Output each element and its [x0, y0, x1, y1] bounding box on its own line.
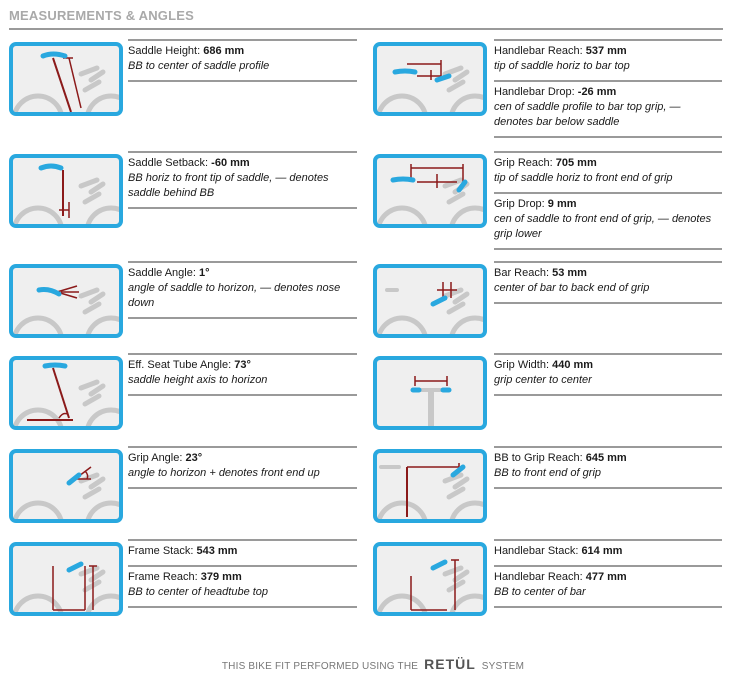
measurement-description: BB horiz to front tip of saddle, — denotes saddle behind BB — [128, 172, 329, 199]
measurement-label: BB to Grip Reach: — [494, 452, 586, 464]
measurement-label: Grip Drop: — [494, 198, 548, 210]
footer-text-after: SYSTEM — [481, 661, 525, 672]
measurement-entry — [494, 539, 722, 565]
measurement-description: cen of saddle to front end of grip, — denotes grip lower — [494, 213, 712, 240]
measurement-description: BB to center of headtube top — [128, 586, 269, 598]
measurement-entry — [494, 192, 722, 250]
measurement-entry — [128, 353, 357, 396]
retul-logo: RETÜL — [424, 656, 476, 672]
grip-width-diagram — [373, 356, 487, 430]
measurement-entry — [128, 446, 357, 489]
measurement-label: Saddle Height: — [128, 45, 204, 57]
seat-tube-angle-diagram — [9, 356, 123, 430]
handlebar-reach-drop-diagram — [373, 42, 487, 116]
measurement-value: 537 mm — [585, 45, 627, 57]
grip-reach-drop-diagram — [373, 154, 487, 228]
measurement-label: Handlebar Drop: — [494, 86, 578, 98]
measurement-label: Grip Angle: — [128, 452, 186, 464]
measurement-value: 645 mm — [585, 452, 627, 464]
measurement-text — [494, 151, 722, 250]
section-title: MEASUREMENTS & ANGLES — [9, 8, 195, 23]
measurement-description: tip of saddle horiz to front end of grip — [494, 172, 673, 184]
measurement-description: BB to center of bar — [494, 586, 586, 598]
measurement-text — [128, 261, 357, 319]
measurement-value: 543 mm — [196, 545, 238, 557]
measurement-entry — [494, 446, 722, 489]
measurement-entry — [494, 80, 722, 138]
footer-text-before: THIS BIKE FIT PERFORMED USING THE — [221, 661, 419, 672]
measurement-value: 686 mm — [203, 45, 245, 57]
handlebar-stack-reach-diagram — [373, 542, 487, 616]
measurement-description: grip center to center — [494, 374, 592, 386]
measurement-label: Frame Reach: — [128, 571, 201, 583]
measurement-text — [494, 353, 722, 396]
measurement-entry — [128, 261, 357, 319]
measurement-value: 23° — [185, 452, 203, 464]
measurement-label: Handlebar Stack: — [494, 545, 582, 557]
measurement-value: 379 mm — [200, 571, 242, 583]
saddle-setback-diagram — [9, 154, 123, 228]
measurement-value: 705 mm — [555, 157, 597, 169]
measurement-text — [494, 539, 722, 608]
footer — [0, 656, 746, 672]
measurement-value: 477 mm — [585, 571, 627, 583]
measurement-description: angle of saddle to horizon, — denotes nose down — [128, 282, 341, 309]
measurement-entry — [128, 539, 357, 565]
measurement-label: Grip Width: — [494, 359, 553, 371]
measurement-description: tip of saddle horiz to bar top — [494, 60, 630, 72]
measurement-text — [494, 446, 722, 489]
measurement-description: cen of saddle profile to bar top grip, — denotes bar below saddle — [494, 101, 681, 128]
grip-angle-diagram — [9, 449, 123, 523]
frame-stack-reach-diagram — [9, 542, 123, 616]
measurement-text — [128, 446, 357, 489]
measurement-entry — [128, 39, 357, 82]
measurement-entry — [494, 39, 722, 80]
measurement-entry — [128, 151, 357, 209]
measurement-description: saddle height axis to horizon — [128, 374, 268, 386]
measurement-entry — [494, 151, 722, 192]
bb-to-grip-reach-diagram — [373, 449, 487, 523]
measurement-label: Grip Reach: — [494, 157, 556, 169]
measurement-label: Saddle Angle: — [128, 267, 199, 279]
measurement-value: 1° — [198, 267, 210, 279]
measurement-value: 53 mm — [552, 267, 587, 279]
measurement-text — [494, 39, 722, 138]
measurement-text — [494, 261, 722, 304]
measurement-label: Eff. Seat Tube Angle: — [128, 359, 235, 371]
measurement-text — [128, 151, 357, 209]
measurement-text — [128, 353, 357, 396]
measurement-entry — [494, 261, 722, 304]
measurement-value: 9 mm — [547, 198, 577, 210]
measurement-text — [128, 539, 357, 608]
measurement-text — [128, 39, 357, 82]
measurement-label: Bar Reach: — [494, 267, 553, 279]
measurement-entry — [494, 353, 722, 396]
measurement-entry — [128, 565, 357, 608]
saddle-height-diagram — [9, 42, 123, 116]
measurement-label: Frame Stack: — [128, 545, 197, 557]
measurement-value: 614 mm — [581, 545, 623, 557]
measurement-entry — [494, 565, 722, 608]
measurement-description: BB to center of saddle profile — [128, 60, 270, 72]
saddle-angle-diagram — [9, 264, 123, 338]
measurement-description: center of bar to back end of grip — [494, 282, 650, 294]
bar-reach-diagram — [373, 264, 487, 338]
measurement-label: Saddle Setback: — [128, 157, 212, 169]
measurement-value: 440 mm — [552, 359, 594, 371]
measurement-value: -26 mm — [577, 86, 617, 98]
section-header — [9, 7, 723, 30]
measurement-label: Handlebar Reach: — [494, 571, 586, 583]
measurement-value: -60 mm — [211, 157, 250, 169]
measurement-value: 73° — [234, 359, 251, 371]
measurement-label: Handlebar Reach: — [494, 45, 586, 57]
measurement-description: BB to front end of grip — [494, 467, 602, 479]
measurement-description: angle to horizon + denotes front end up — [128, 467, 320, 479]
